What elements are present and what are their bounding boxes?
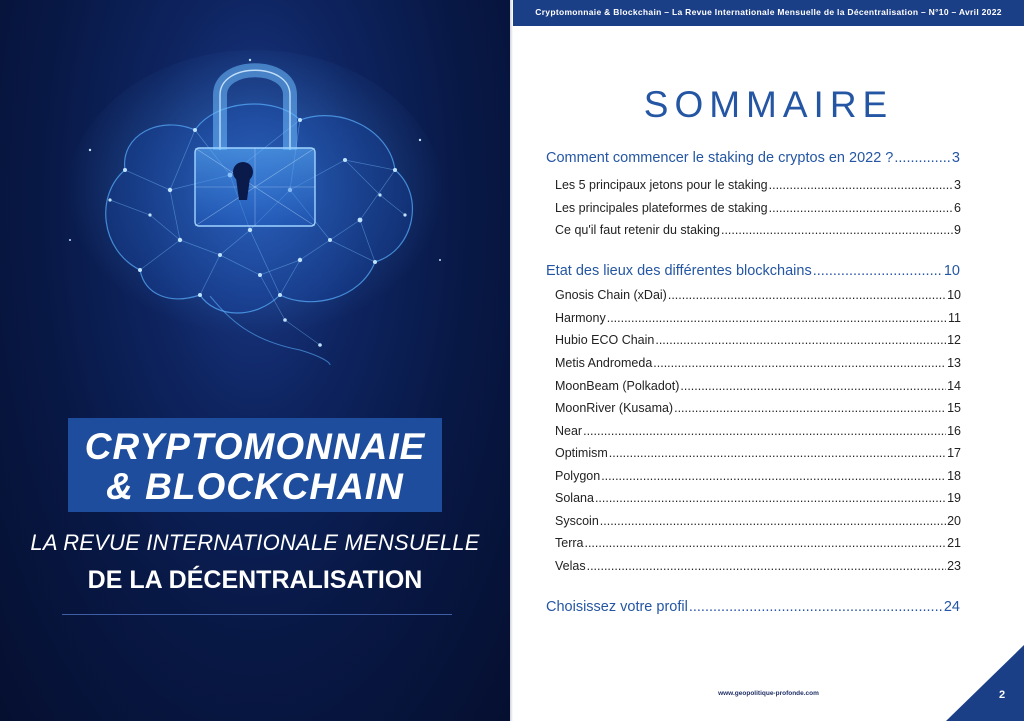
running-header-text: Cryptomonnaie & Blockchain – La Revue Internationale Mensuelle de la Décentralisation – N°10 – Avril 2022 <box>535 7 1002 17</box>
cover-subtitle-line-2: DE LA DÉCENTRALISATION <box>87 566 423 594</box>
toc-entry-page: 12 <box>947 333 961 347</box>
contents-page <box>513 0 1024 721</box>
toc-entry-label: Les principales plateformes de staking <box>555 201 768 215</box>
toc-entry-label: Hubio ECO Chain <box>555 333 655 347</box>
toc-entry-label: Metis Andromeda <box>555 356 653 370</box>
toc-entry-label: Terra <box>555 536 584 550</box>
toc-entry-label: Ce qu'il faut retenir du staking <box>555 223 720 237</box>
page-number: 2 <box>999 689 1006 701</box>
cover-title-line-2: & BLOCKCHAIN <box>106 466 404 507</box>
toc-entry-page: 10 <box>943 263 960 279</box>
toc-entry-label: Velas <box>555 559 586 573</box>
toc-entry-label: Les 5 principaux jetons pour le staking <box>555 178 768 192</box>
toc-entry-label: Solana <box>555 491 594 505</box>
cover-divider <box>62 614 452 615</box>
toc-entry-page: 14 <box>947 379 961 393</box>
footer-url[interactable]: www.geopolitique-profonde.com <box>718 690 819 697</box>
toc-entry-page: 10 <box>947 288 961 302</box>
toc-entry-label: Choisissez votre profil <box>546 599 688 615</box>
toc-entry-page: 6 <box>954 201 961 215</box>
toc-entry-page: 18 <box>947 469 961 483</box>
toc-entry-label: Syscoin <box>555 514 599 528</box>
magazine-cover <box>0 0 510 721</box>
padlock-brain-network-icon <box>0 0 510 400</box>
toc-entry-label: Polygon <box>555 469 601 483</box>
toc-entry-page: 21 <box>947 536 961 550</box>
page-title: SOMMAIRE <box>643 84 894 125</box>
toc-entry-page: 15 <box>947 401 961 415</box>
toc-entry-page: 9 <box>954 223 961 237</box>
toc-entry-page: 24 <box>943 599 960 615</box>
toc-entry-page: 11 <box>948 311 961 325</box>
toc-entry-page: 13 <box>947 356 961 370</box>
corner-triangle <box>513 0 1024 721</box>
toc-entry-label: Comment commencer le staking de cryptos en 2022 ? <box>546 150 894 166</box>
toc-entry-page: 3 <box>954 178 961 192</box>
toc-entry-page: 3 <box>951 150 960 166</box>
toc-entry-label: Optimism <box>555 446 608 460</box>
toc-entry-label: Gnosis Chain (xDai) <box>555 288 667 302</box>
toc-entry-page: 17 <box>947 446 961 460</box>
toc-entry-label: Etat des lieux des différentes blockchains <box>546 263 812 279</box>
toc-entry-label: Near <box>555 424 583 438</box>
toc-entry-label: MoonRiver (Kusama) <box>555 401 674 415</box>
toc-entry-label: MoonBeam (Polkadot) <box>555 379 680 393</box>
toc-entry-page: 19 <box>947 491 961 505</box>
cover-title-line-1: CRYPTOMONNAIE <box>84 426 426 467</box>
toc-entry-page: 16 <box>947 424 961 438</box>
toc-entry-page: 23 <box>947 559 961 573</box>
toc-entry-page: 20 <box>947 514 961 528</box>
cover-subtitle-line-1: LA REVUE INTERNATIONALE MENSUELLE <box>30 530 480 555</box>
cover-title-box <box>68 418 442 512</box>
toc-entry-label: Harmony <box>555 311 606 325</box>
